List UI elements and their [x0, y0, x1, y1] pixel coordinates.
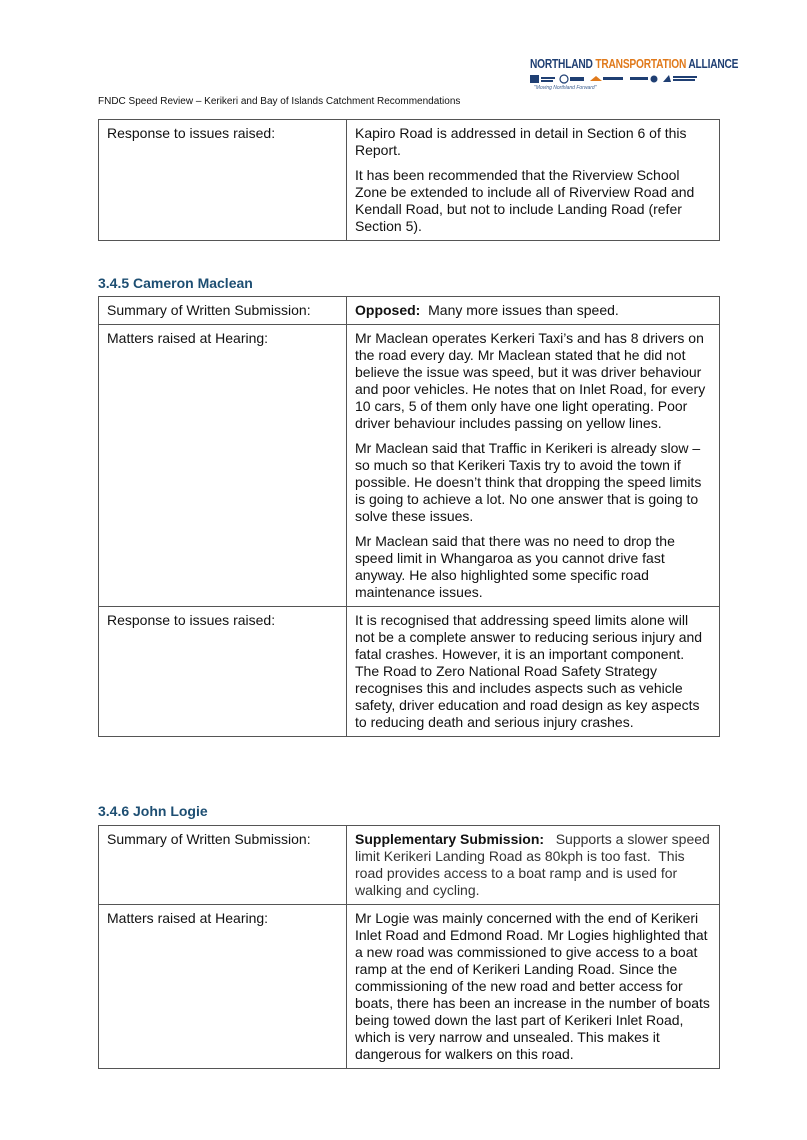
nzta-mark-icon: [663, 75, 671, 82]
logo-tagline: "Moving Northland Forward": [534, 85, 597, 91]
paragraph: Mr Maclean said that Traffic in Kerikeri is already slow – so much so that Kerikeri Taxis try to avoid the town if possible. He doesn’t think that dropping the speed limits is going to achieve a lot. No one answer that is going to solve these issues.: [355, 440, 702, 524]
logo-title-transportation: TRANSPORTATION: [595, 58, 687, 72]
section-title: John Logie: [133, 803, 208, 819]
row-content: [347, 325, 720, 607]
table-cameron-maclean: [98, 296, 720, 737]
submission-stance: Opposed:: [355, 302, 421, 318]
row-content: [347, 297, 720, 325]
paragraph: Mr Maclean said that there was no need to drop the speed limit in Whangaroa as you cannot drive fast anyway. He also highlighted some specific road maintenance issues.: [355, 533, 675, 600]
section-heading-3-4-5: [98, 275, 253, 291]
row-label: Matters raised at Hearing:: [99, 905, 347, 1069]
section-heading-3-4-6: [98, 803, 208, 819]
paragraph: Mr Maclean operates Kerkeri Taxi’s and has 8 drivers on the road every day. Mr Maclean stated that he did not believe the issue was speed, but it was driver behaviour and poor vehicles. He notes that on Inlet Road, for every 10 cars, 5 of them only have one light operating. Poor driver behaviour includes passing on yellow lines.: [355, 330, 706, 431]
table-row: [99, 297, 720, 325]
submission-text: Supports a slower speed limit Kerikeri Landing Road as 80kph is too fast. This road provides access to a boat ramp and is used for walking and cycling.: [355, 831, 714, 898]
row-content: [347, 607, 720, 737]
submission-stance: Supplementary Submission:: [355, 831, 545, 847]
whangarei-mark-icon: [590, 76, 602, 81]
table-kapiro-response: [98, 119, 720, 241]
section-number: 3.4.5: [98, 275, 130, 291]
row-label: Response to issues raised:: [99, 607, 347, 737]
logo-title-alliance: ALLIANCE: [686, 58, 739, 72]
submission-text: Many more issues than speed.: [420, 302, 619, 318]
row-label: Matters raised at Hearing:: [99, 325, 347, 607]
paragraph: Kapiro Road is addressed in detail in Section 6 of this Report.: [355, 125, 687, 158]
partner-logos-strip: [530, 74, 705, 84]
nta-logo: [530, 58, 739, 94]
logo-title-northland: NORTHLAND: [530, 58, 596, 72]
running-header: FNDC Speed Review – Kerikeri and Bay of Islands Catchment Recommendations: [98, 96, 461, 107]
paragraph: It is recognised that addressing speed limits alone will not be a complete answer to reducing serious injury and fatal crashes. However, it is an important component. The Road to Zero National Road Safety Strategy recognises this and includes aspects such as vehicle safety, driver education and road design as key aspects to reducing death and serious injury crashes.: [355, 612, 703, 730]
section-title: Cameron Maclean: [133, 275, 253, 291]
table-row: [99, 607, 720, 737]
row-label: Summary of Written Submission:: [99, 826, 347, 905]
paragraph: It has been recommended that the Riverview School Zone be extended to include all of Riverview Road and Kendall Road, but not to include Landing Road (refer Section 5).: [355, 167, 695, 234]
paragraph: Mr Logie was mainly concerned with the end of Kerikeri Inlet Road and Edmond Road. Mr Logies highlighted that a new road was commissioned to give access to a boat ramp at the end of Kerikeri Landing Road. Since the commissioning of the new road and better access for boats, there has been an increase in the number of boats being towed down the last part of Kerikeri Inlet Road, which is very narrow and unsealed. This makes it dangerous for walkers on this road.: [355, 910, 710, 1062]
row-content: [347, 826, 720, 905]
nrc-mark-icon: [651, 76, 658, 83]
row-content: [347, 905, 720, 1069]
logo-title: [530, 58, 739, 72]
table-row: [99, 325, 720, 607]
table-row: [99, 905, 720, 1069]
table-john-logie: [98, 825, 720, 1069]
section-number: 3.4.6: [98, 803, 130, 819]
kaipara-mark-icon: [560, 75, 568, 83]
row-label: Response to issues raised:: [99, 120, 347, 241]
row-content: [347, 120, 720, 241]
fndc-mark-icon: [530, 75, 539, 83]
row-label: Summary of Written Submission:: [99, 297, 347, 325]
table-row: [99, 120, 720, 241]
table-row: [99, 826, 720, 905]
